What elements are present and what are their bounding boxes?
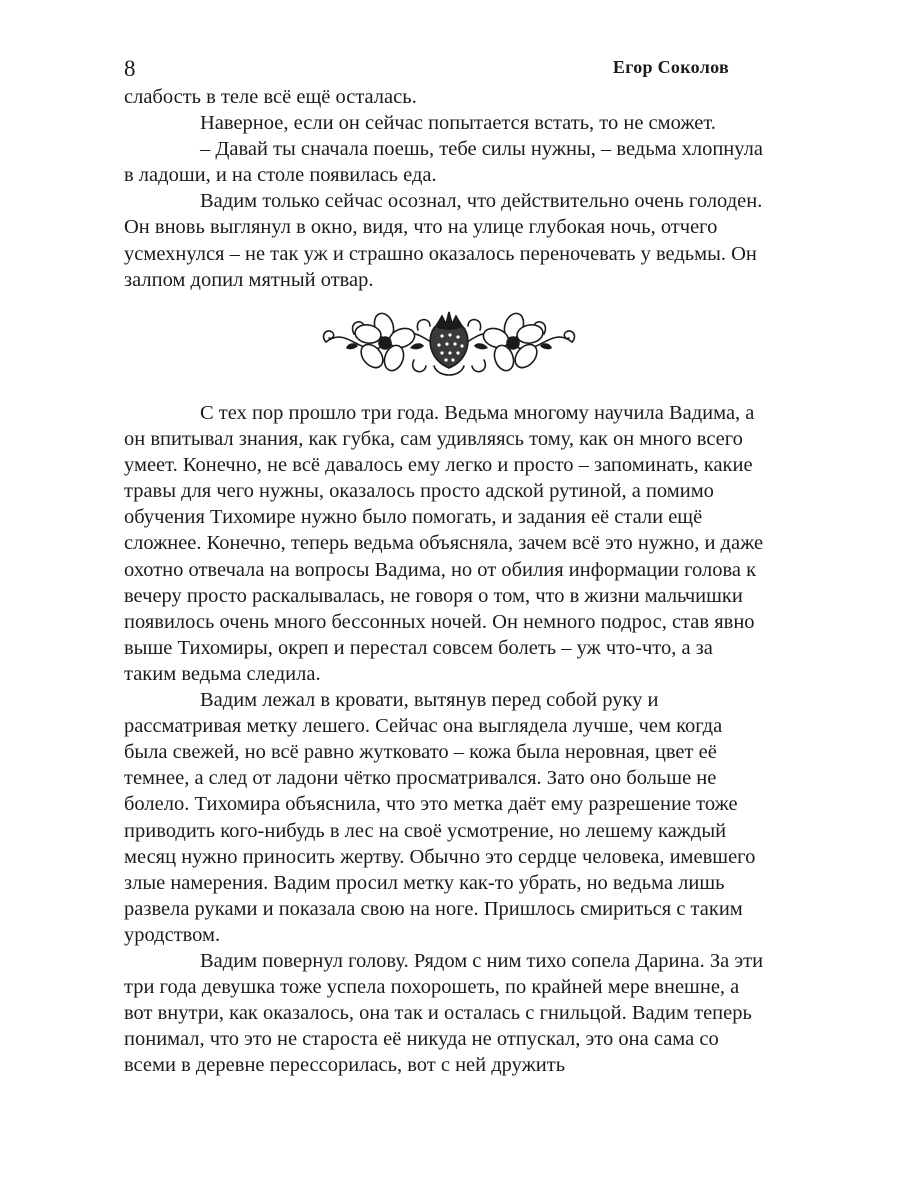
floral-strawberry-divider-icon	[318, 304, 580, 382]
paragraph: Вадим только сейчас осознал, что действительно очень голоден. Он вновь выглянул в окно, видя, что на улице глубокая ночь, отчего усмехнулся – не так уж и страшно оказалось переночевать у ведьмы. Он залпом допил мятный отвар.	[124, 190, 763, 291]
paragraph: Наверное, если он сейчас попытается встать, то не сможет.	[200, 112, 716, 135]
paragraph: Вадим лежал в кровати, вытянув перед собой руку и рассматривая метку лешего. Сейчас она выглядела лучше, чем когда была свежей, но всё равно жутковато – кожа была неровная, цвет её темнее, а след от ладони чётко просматривался. Зато оно больше не болело. Тихомира объяснила, что это метка даёт ему разрешение тоже приводить кого-нибудь в лес на своё усмотрение, но лешему каждый месяц нужно приносить жертву. Обычно это сердце человека, имевшего злые намерения. Вадим просил метку как-то убрать, но ведьма лишь развела руками и показала свою на ноге. Пришлось смириться с таким уродством.	[124, 689, 756, 946]
paragraph-continued: слабость в теле всё ещё осталась.	[124, 86, 417, 108]
page-number: 8	[124, 56, 136, 81]
paragraph: Вадим повернул голову. Рядом с ним тихо сопела Дарина. За эти три года девушка тоже успела похорошеть, по крайней мере внешне, а вот внутри, как оказалось, она так и осталась с гнильцой. Вадим теперь понимал, что это не староста её никуда не отпускал, это она сама со всеми в деревне перессорилась, вот с ней дружить	[124, 949, 764, 1077]
running-head-author: Егор Соколов	[612, 57, 729, 77]
text-section-1	[124, 84, 764, 293]
paragraph: С тех пор прошло три года. Ведьма многому научила Вадима, а он впитывал знания, как губка, сам удивляясь тому, как он много всего умеет. Конечно, не всё давалось ему легко и просто – запоминать, какие травы для чего нужны, оказалось просто адской рутиной, а помимо обучения Тихомире нужно было помогать, и задания её стали ещё сложнее. Конечно, теперь ведьма объясняла, зачем всё это нужно, и даже охотно отвечала на вопросы Вадима, но от обилия информации голова к вечеру просто раскалывалась, не говоря о том, что в жизни мальчишки появилось очень много бессонных ночей. Он немного подрос, став явно выше Тихомиры, окреп и перестал совсем болеть – уж что-что, а за таким ведьма следила.	[124, 402, 764, 685]
text-section-2	[124, 400, 764, 1078]
paragraph-dialogue: – Давай ты сначала поешь, тебе силы нужны, – ведьма хлопнула в ладоши, и на столе появилась еда.	[124, 138, 763, 187]
